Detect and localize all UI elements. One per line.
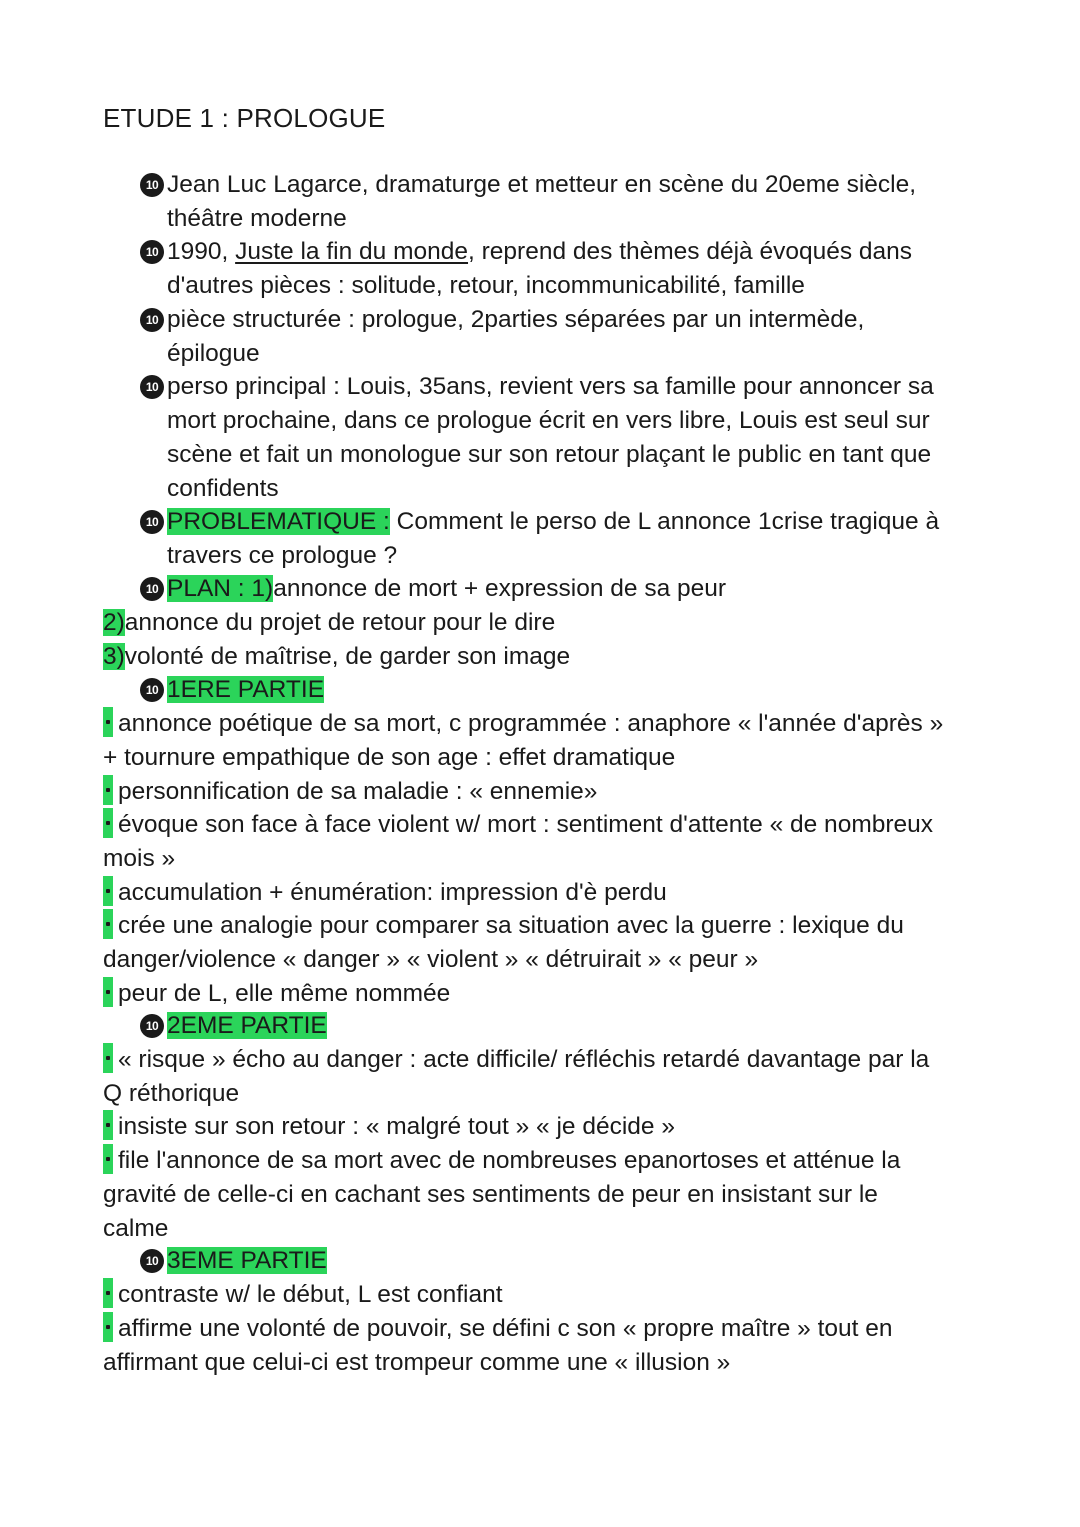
list-item-text: contraste w/ le début, L est confiant <box>118 1281 503 1308</box>
list-item <box>103 1144 900 1178</box>
intro-line: Jean Luc Lagarce, dramaturge et metteur en scène du 20eme siècle, <box>167 171 917 198</box>
intro-line: pièce structurée : prologue, 2parties séparées par un intermède, <box>167 306 865 333</box>
list-item-text: affirme une volonté de pouvoir, se défini c son « propre maître » tout en <box>118 1315 893 1342</box>
intro-line: perso principal : Louis, 35ans, revient vers sa famille pour annoncer sa <box>167 373 934 400</box>
bullet-icon <box>103 775 113 805</box>
numbered-bullet-icon: 10 <box>140 240 164 264</box>
plan-number: 3) <box>103 643 125 670</box>
list-item <box>103 1110 675 1144</box>
section-heading <box>167 1244 327 1278</box>
problematique-text: Comment le perso de L annonce 1crise tragique à <box>389 508 940 535</box>
list-item-cont: gravité de celle-ci en cachant ses sentiments de peur en insistant sur le <box>103 1181 878 1208</box>
numbered-bullet-icon: 10 <box>140 308 164 332</box>
part3-heading: 3EME PARTIE <box>167 1247 327 1274</box>
list-item-text: annonce poétique de sa mort, c programmée : anaphore « l'année d'après » <box>118 710 944 737</box>
problematique-line <box>167 505 939 539</box>
list-item-cont: + tournure empathique de son age : effet dramatique <box>103 744 676 771</box>
numbered-bullet-icon: 10 <box>140 577 164 601</box>
numbered-bullet-icon: 10 <box>140 678 164 702</box>
bullet-icon <box>103 977 113 1007</box>
bullet-icon <box>103 909 113 939</box>
bullet-icon <box>103 707 113 737</box>
bullet-icon <box>103 808 113 838</box>
bullet-icon <box>103 1110 113 1140</box>
problematique-label: PROBLEMATIQUE : <box>167 508 390 535</box>
numbered-bullet-icon: 10 <box>140 173 164 197</box>
list-item <box>103 977 450 1011</box>
list-item <box>103 876 667 910</box>
bullet-icon <box>103 1043 113 1073</box>
numbered-bullet-icon: 10 <box>140 375 164 399</box>
list-item-text: file l'annonce de sa mort avec de nombreuses epanortoses et atténue la <box>118 1147 901 1174</box>
list-item <box>103 775 597 809</box>
list-item <box>103 909 904 943</box>
section-heading <box>167 673 324 707</box>
list-item-text: personnification de sa maladie : « ennemie» <box>118 778 598 805</box>
list-item-text: peur de L, elle même nommée <box>118 980 451 1007</box>
list-item <box>103 707 943 741</box>
list-item-text: insiste sur son retour : « malgré tout » « je décide » <box>118 1113 675 1140</box>
intro-line: épilogue <box>167 340 260 367</box>
bullet-icon <box>103 1144 113 1174</box>
list-item <box>103 1312 893 1346</box>
plan-line <box>103 606 555 640</box>
plan-item: volonté de maîtrise, de garder son image <box>124 643 571 670</box>
plan-item: annonce de mort + expression de sa peur <box>273 575 727 602</box>
work-title: Juste la fin du monde <box>235 238 469 265</box>
plan-line <box>167 572 726 606</box>
page-title: ETUDE 1 : PROLOGUE <box>103 103 386 133</box>
list-item <box>103 808 933 842</box>
bullet-icon <box>103 876 113 906</box>
bullet-icon <box>103 1278 113 1308</box>
intro-text: 1990, <box>167 238 236 265</box>
part2-heading: 2EME PARTIE <box>167 1012 327 1039</box>
plan-label: PLAN : 1) <box>167 575 274 602</box>
intro-line: confidents <box>167 475 279 502</box>
section-heading <box>167 1009 327 1043</box>
list-item-cont: calme <box>103 1215 169 1242</box>
intro-line: scène et fait un monologue sur son retour plaçant le public en tant que <box>167 441 932 468</box>
intro-line <box>167 235 912 269</box>
list-item-text: accumulation + énumération: impression d'è perdu <box>118 879 667 906</box>
intro-line: d'autres pièces : solitude, retour, incommunicabilité, famille <box>167 272 805 299</box>
plan-line <box>103 640 570 674</box>
numbered-bullet-icon: 10 <box>140 1014 164 1038</box>
list-item-cont: mois » <box>103 845 176 872</box>
plan-item: annonce du projet de retour pour le dire <box>124 609 556 636</box>
intro-text: , reprend des thèmes déjà évoqués dans <box>468 238 913 265</box>
list-item-cont: danger/violence « danger » « violent » « détruirait » « peur » <box>103 946 759 973</box>
numbered-bullet-icon: 10 <box>140 510 164 534</box>
list-item-text: « risque » écho au danger : acte difficile/ réfléchis retardé davantage par la <box>118 1046 930 1073</box>
plan-number: 2) <box>103 609 125 636</box>
list-item-text: crée une analogie pour comparer sa situation avec la guerre : lexique du <box>118 912 904 939</box>
intro-line: mort prochaine, dans ce prologue écrit en vers libre, Louis est seul sur <box>167 407 930 434</box>
list-item-cont: Q réthorique <box>103 1080 240 1107</box>
bullet-icon <box>103 1312 113 1342</box>
list-item-text: évoque son face à face violent w/ mort : sentiment d'attente « de nombreux <box>118 811 934 838</box>
numbered-bullet-icon: 10 <box>140 1249 164 1273</box>
list-item <box>103 1043 929 1077</box>
problematique-line: travers ce prologue ? <box>167 542 398 569</box>
part1-heading: 1ERE PARTIE <box>167 676 325 703</box>
intro-line: théâtre moderne <box>167 205 347 232</box>
list-item <box>103 1278 503 1312</box>
list-item-cont: affirmant que celui-ci est trompeur comme une « illusion » <box>103 1349 731 1376</box>
